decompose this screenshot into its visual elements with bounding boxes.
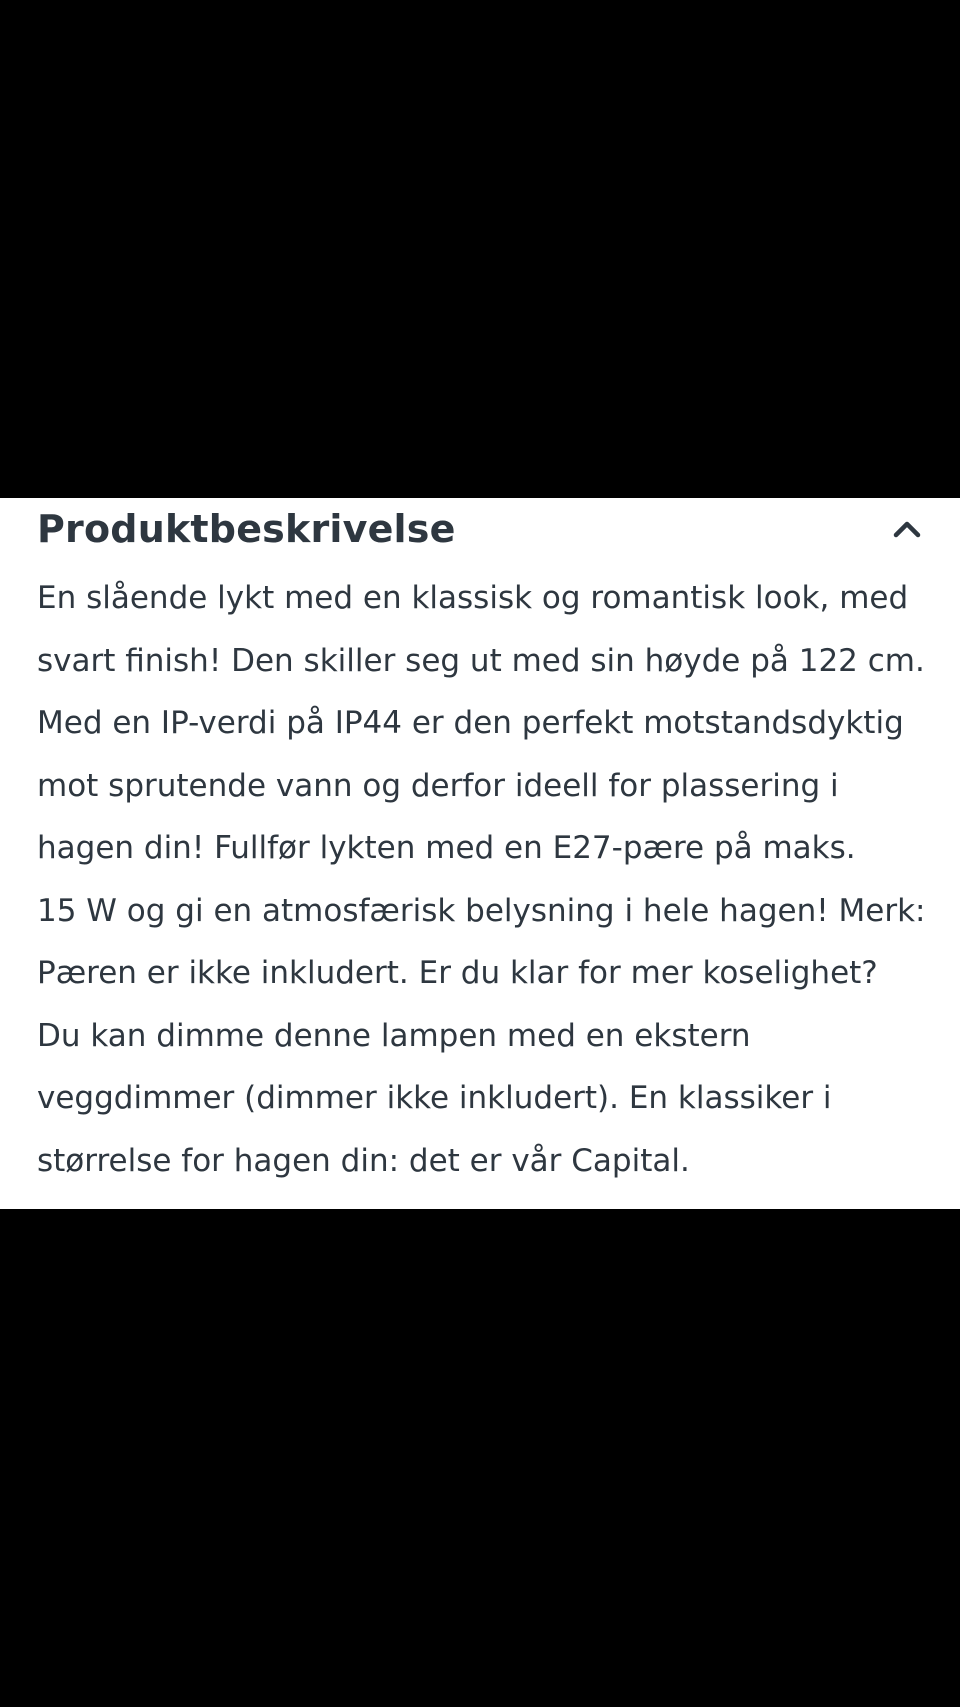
description-line: veggdimmer (dimmer ikke inkludert). En klassiker i <box>37 1080 832 1116</box>
accordion-header[interactable] <box>37 498 927 560</box>
description-line: svart finish! Den skiller seg ut med sin høyde på 122 cm. <box>37 642 925 679</box>
description-line: Du kan dimme denne lampen med en ekstern <box>37 1017 751 1054</box>
description-line: En slående lykt med en klassisk og romantisk look, med <box>37 580 909 616</box>
section-title: Produktbeskrivelse <box>37 507 456 551</box>
bottom-letterbox <box>0 1209 960 1707</box>
description-line: Med en IP-verdi på IP44 er den perfekt motstandsdyktig <box>37 705 904 741</box>
chevron-up-icon <box>893 520 921 538</box>
collapse-button[interactable] <box>887 509 927 549</box>
description-line: mot sprutende vann og derfor ideell for plassering i <box>37 767 839 804</box>
description-line: størrelse for hagen din: det er vår Capital. <box>37 1142 690 1179</box>
description-text <box>37 567 937 1192</box>
product-description-panel <box>0 498 960 1209</box>
description-line: 15 W og gi en atmosfærisk belysning i hele hagen! Merk: <box>37 892 926 929</box>
description-line: hagen din! Fullfør lykten med en E27-pære på maks. <box>37 830 856 866</box>
top-letterbox <box>0 0 960 498</box>
description-line: Pæren er ikke inkludert. Er du klar for mer koselighet? <box>37 955 878 991</box>
